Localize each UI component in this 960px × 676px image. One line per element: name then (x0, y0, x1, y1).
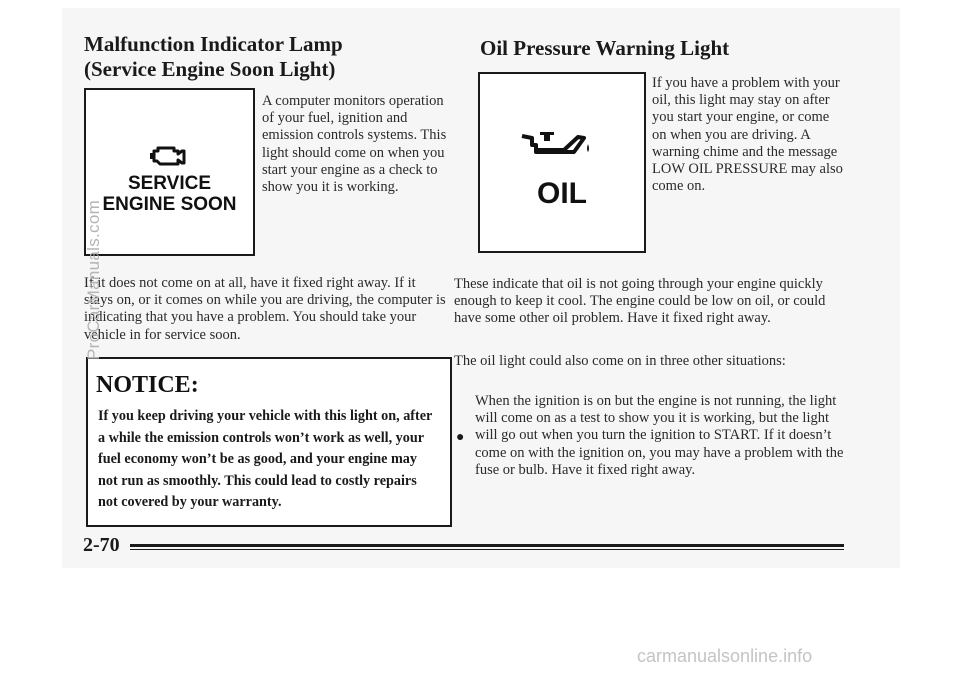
footer-rule (130, 544, 844, 547)
footer-rule-thin (130, 549, 844, 550)
lamp-not-working-paragraph: If it does not come on at all, have it fixed right away. If it stays on, or it comes on while you are driving, the computer is indicating that you have a problem. You should take your vehicle in for service soon. (84, 275, 446, 343)
bullet-marker: ● (456, 430, 465, 445)
engine-outline-icon (149, 144, 189, 168)
notice-body: If you keep driving your vehicle with this light on, after a while the emission controls won’t work as well, your fuel economy won’t be as good, and your engine may not run as smoothly. This could lead to costly repairs not covered by your warranty. (98, 408, 433, 510)
service-engine-soon-indicator (84, 88, 255, 256)
bottom-watermark: carmanualsonline.info (637, 646, 813, 666)
oil-cool-paragraph: These indicate that oil is not going through your engine quickly enough to keep it cool. The engine could be low on oil, or could have some other oil problem. Have it fixed right away. (454, 276, 826, 327)
side-watermark: ProCarManuals.com (84, 199, 103, 360)
page-number: 2-70 (83, 534, 120, 556)
oil-indicator (478, 72, 646, 253)
lamp-label-engine-soon: ENGINE SOON (102, 194, 237, 215)
oil-problem-paragraph: If you have a problem with your oil, this light may stay on after you start your engine, or come on when you are driving. A warning chime and the message LOW OIL PRESSURE may also come on. (652, 75, 843, 195)
oil-can-icon (518, 128, 604, 158)
computer-monitors-paragraph: A computer monitors operation of your fuel, ignition and emission controls systems. This light should come on when you start your engine as a check to show you it is working. (262, 93, 447, 196)
ignition-test-bullet: When the ignition is on but the engine is not running, the light will come on as a test to show you it is working, but the light will go out when you turn the ignition to START. If it doesn’t come on with the ignition on, you may have a problem with the fuse or bulb. Have it fixed right away. (475, 393, 844, 478)
lamp-label-oil: OIL (537, 177, 587, 210)
heading-line-2: (Service Engine Soon Light) (84, 57, 336, 81)
notice-title: NOTICE: (96, 372, 199, 398)
notice-box (86, 357, 452, 527)
heading-line-1: Malfunction Indicator Lamp (84, 32, 343, 56)
oil-pressure-heading: Oil Pressure Warning Light (480, 36, 730, 60)
malfunction-lamp-heading (84, 32, 343, 82)
lamp-label-service: SERVICE (127, 173, 212, 194)
three-situations-paragraph: The oil light could also come on in three other situations: (454, 353, 786, 369)
